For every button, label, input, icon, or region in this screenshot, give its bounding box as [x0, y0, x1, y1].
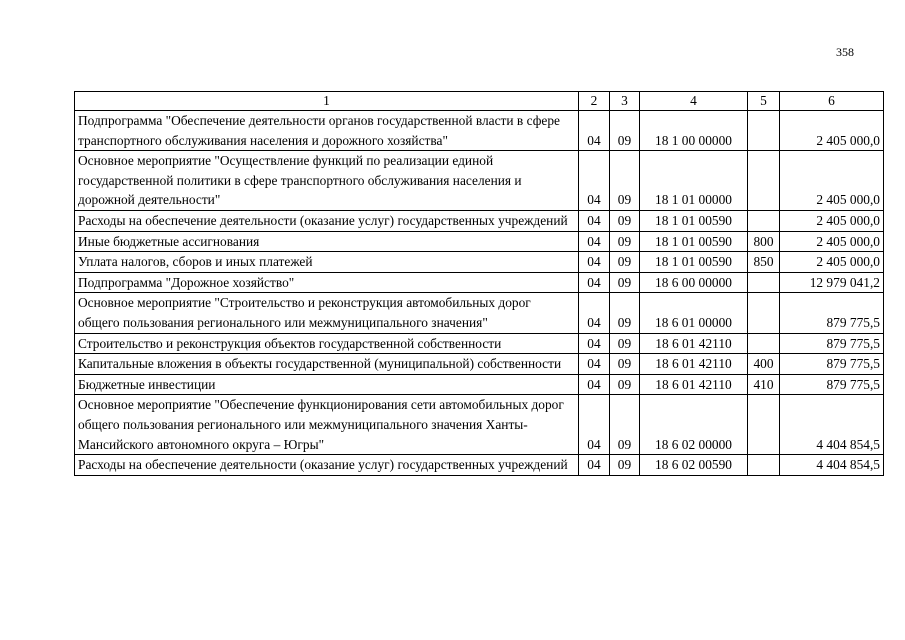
table-row [75, 395, 884, 455]
header-cell: 2 [579, 92, 610, 111]
section-code-cell: 04 [579, 374, 610, 395]
table-row [75, 210, 884, 231]
expense-type-cell: 400 [748, 354, 780, 375]
target-article-cell: 18 6 02 00590 [640, 455, 748, 476]
target-article-cell: 18 6 01 00000 [640, 293, 748, 333]
amount-cell: 12 979 041,2 [780, 272, 884, 293]
item-name-cell: Иные бюджетные ассигнования [75, 231, 579, 252]
expense-type-cell [748, 111, 780, 151]
target-article-cell: 18 1 00 00000 [640, 111, 748, 151]
section-code-cell: 04 [579, 151, 610, 211]
item-name-cell: Расходы на обеспечение деятельности (оказание услуг) государственных учреждений [75, 210, 579, 231]
expense-type-cell [748, 395, 780, 455]
expense-type-cell [748, 151, 780, 211]
section-code-cell: 04 [579, 354, 610, 375]
table-row [75, 293, 884, 333]
subsection-code-cell: 09 [610, 231, 640, 252]
table-row [75, 272, 884, 293]
target-article-cell: 18 6 01 42110 [640, 354, 748, 375]
item-name-cell: Капитальные вложения в объекты государственной (муниципальной) собственности [75, 354, 579, 375]
section-code-cell: 04 [579, 272, 610, 293]
amount-cell: 2 405 000,0 [780, 210, 884, 231]
amount-cell: 879 775,5 [780, 354, 884, 375]
expense-type-cell: 850 [748, 252, 780, 273]
page-number: 358 [836, 45, 854, 59]
table-row [75, 354, 884, 375]
subsection-code-cell: 09 [610, 252, 640, 273]
table-row [75, 252, 884, 273]
section-code-cell: 04 [579, 210, 610, 231]
header-cell: 4 [640, 92, 748, 111]
section-code-cell: 04 [579, 252, 610, 273]
item-name-cell: Уплата налогов, сборов и иных платежей [75, 252, 579, 273]
expense-type-cell [748, 293, 780, 333]
item-name-cell: Бюджетные инвестиции [75, 374, 579, 395]
expense-type-cell: 410 [748, 374, 780, 395]
section-code-cell: 04 [579, 395, 610, 455]
target-article-cell: 18 6 00 00000 [640, 272, 748, 293]
target-article-cell: 18 1 01 00590 [640, 252, 748, 273]
subsection-code-cell: 09 [610, 333, 640, 354]
amount-cell: 4 404 854,5 [780, 455, 884, 476]
expense-type-cell: 800 [748, 231, 780, 252]
section-code-cell: 04 [579, 455, 610, 476]
subsection-code-cell: 09 [610, 354, 640, 375]
expense-type-cell [748, 210, 780, 231]
subsection-code-cell: 09 [610, 374, 640, 395]
header-cell: 5 [748, 92, 780, 111]
target-article-cell: 18 1 01 00590 [640, 210, 748, 231]
header-cell: 6 [780, 92, 884, 111]
item-name-cell: Расходы на обеспечение деятельности (оказание услуг) государственных учреждений [75, 455, 579, 476]
section-code-cell: 04 [579, 111, 610, 151]
subsection-code-cell: 09 [610, 272, 640, 293]
header-cell: 3 [610, 92, 640, 111]
table-row [75, 231, 884, 252]
item-name-cell: Подпрограмма "Дорожное хозяйство" [75, 272, 579, 293]
amount-cell: 879 775,5 [780, 374, 884, 395]
item-name-cell: Подпрограмма "Обеспечение деятельности органов государственной власти в сфере транспортного обслуживания населения и дорожного хозяйства" [75, 111, 579, 151]
item-name-cell: Основное мероприятие "Осуществление функций по реализации единой государственной политики в сфере транспортного обслуживания населения и дорожной деятельности" [75, 151, 579, 211]
amount-cell: 2 405 000,0 [780, 252, 884, 273]
table-row [75, 455, 884, 476]
amount-cell: 2 405 000,0 [780, 111, 884, 151]
subsection-code-cell: 09 [610, 151, 640, 211]
budget-table [74, 91, 884, 476]
amount-cell: 879 775,5 [780, 293, 884, 333]
subsection-code-cell: 09 [610, 395, 640, 455]
subsection-code-cell: 09 [610, 210, 640, 231]
table-row [75, 333, 884, 354]
expense-type-cell [748, 333, 780, 354]
amount-cell: 2 405 000,0 [780, 151, 884, 211]
target-article-cell: 18 1 01 00590 [640, 231, 748, 252]
target-article-cell: 18 6 02 00000 [640, 395, 748, 455]
target-article-cell: 18 6 01 42110 [640, 374, 748, 395]
subsection-code-cell: 09 [610, 293, 640, 333]
section-code-cell: 04 [579, 293, 610, 333]
amount-cell: 2 405 000,0 [780, 231, 884, 252]
item-name-cell: Основное мероприятие "Строительство и реконструкция автомобильных дорог общего пользования регионального или межмуниципального значения" [75, 293, 579, 333]
amount-cell: 879 775,5 [780, 333, 884, 354]
item-name-cell: Основное мероприятие "Обеспечение функционирования сети автомобильных дорог общего пользования регионального или межмуниципального значения Ханты-Мансийского автономного округа – Югры" [75, 395, 579, 455]
section-code-cell: 04 [579, 231, 610, 252]
subsection-code-cell: 09 [610, 111, 640, 151]
table-row [75, 151, 884, 211]
expense-type-cell [748, 455, 780, 476]
item-name-cell: Строительство и реконструкция объектов государственной собственности [75, 333, 579, 354]
header-row [75, 92, 884, 111]
expense-type-cell [748, 272, 780, 293]
table-row [75, 111, 884, 151]
subsection-code-cell: 09 [610, 455, 640, 476]
table-row [75, 374, 884, 395]
target-article-cell: 18 1 01 00000 [640, 151, 748, 211]
section-code-cell: 04 [579, 333, 610, 354]
header-cell: 1 [75, 92, 579, 111]
amount-cell: 4 404 854,5 [780, 395, 884, 455]
target-article-cell: 18 6 01 42110 [640, 333, 748, 354]
